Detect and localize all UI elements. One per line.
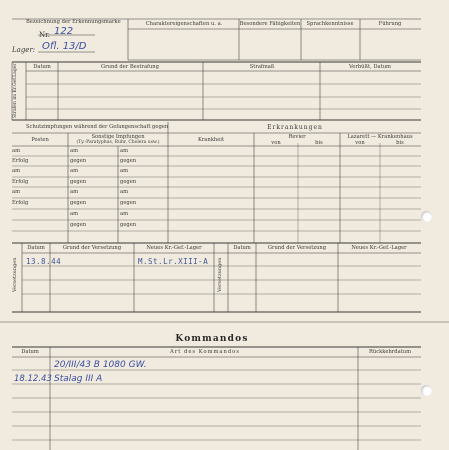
impf-row-5-c: gegen <box>120 200 137 206</box>
impf-row-3-a: Erfolg <box>12 179 29 185</box>
impf-row-2-a: am <box>12 168 21 174</box>
kommando-entry-1-datum: 18.12.43 <box>14 374 52 384</box>
impf-row-4-a: am <box>12 189 21 195</box>
kommandos-col-art: Art des Kommandos <box>170 349 240 355</box>
vers-col-lager-right: Neues Kr.-Gef.-Lager <box>351 245 407 251</box>
strafen-col-datum: Datum <box>33 64 51 70</box>
impf-row-6-b: am <box>70 211 79 217</box>
impf-row-4-b: am <box>70 189 79 195</box>
lager-label: Lager: <box>12 46 36 54</box>
impf-row-7-c: gegen <box>120 222 137 228</box>
impf-row-5-b: gegen <box>70 200 87 206</box>
strafen-col-strafmass: Strafmaß <box>249 64 275 70</box>
nr-label: Nr. <box>39 31 50 39</box>
vers-col-lager-left: Neues Kr.-Gef.-Lager <box>146 245 202 251</box>
impf-row-3-c: gegen <box>120 179 137 185</box>
versetzung-lager-stamp: M.St.Lr.XIII-A <box>138 257 209 266</box>
kommando-entry-0-text: 20/III/43 B 1080 GW. <box>54 360 147 370</box>
punch-hole-lower <box>421 385 432 396</box>
impf-row-5-a: Erfolg <box>12 200 29 206</box>
lazarett-bis: bis <box>396 140 404 146</box>
fuehrung-label: Führung <box>378 21 402 27</box>
vers-col-grund-right: Grund der Versetzung <box>267 245 327 251</box>
col-krankheit: Krankheit <box>197 137 225 143</box>
kommando-entry-1-text: Stalag III A <box>54 374 103 384</box>
impf-row-2-b: am <box>70 168 79 174</box>
impf-row-1-b: gegen <box>70 158 87 164</box>
vers-col-grund-left: Grund der Versetzung <box>62 245 122 251</box>
impf-row-0-b: am <box>70 148 79 154</box>
bezeichnung-label: Bezeichnung der Erkennungsmarke <box>26 19 121 25</box>
impfungen-col-posten: Posten <box>31 137 49 143</box>
versetzungen-side-label-left: Versetzungen <box>12 257 18 292</box>
revier-bis: bis <box>315 140 323 146</box>
impfungen-title: Schutzimpfungen während der Gefangenschaft gegen <box>26 124 169 130</box>
lager-value: Ofl. 13/D <box>42 41 87 52</box>
kommandos-col-datum: Datum <box>21 349 39 355</box>
strafen-col-grund: Grund der Bestrafung <box>101 64 159 70</box>
vers-col-datum-left: Datum <box>27 245 45 251</box>
punch-hole-upper <box>421 211 432 222</box>
impf-row-6-c: am <box>120 211 129 217</box>
impf-row-2-c: am <box>120 168 129 174</box>
kommandos-title: Kommandos <box>175 334 249 344</box>
impfungen-col-sonstige-sub: (Ty.-Paratyphus, Ruhr, Cholera usw.) <box>76 140 160 145</box>
impf-row-4-c: am <box>120 189 129 195</box>
impfungen-col-sonstige: Sonstige Impfungen <box>91 134 145 140</box>
impf-row-7-b: gegen <box>70 222 87 228</box>
revier-von: von <box>271 140 281 146</box>
charakter-label: Charaktereigenschaften u. a. <box>145 21 223 27</box>
kommandos-col-rueckkehr: Rückkehrdatum <box>368 349 412 355</box>
col-lazarett: Lazarett — Krankenhaus <box>347 134 413 140</box>
impf-row-3-b: gegen <box>70 179 87 185</box>
faehigkeiten-label: Besondere Fähigkeiten <box>239 21 301 27</box>
impf-row-0-a: am <box>12 148 21 154</box>
erkrankungen-title: Erkrankungen <box>267 124 323 131</box>
impf-row-1-a: Erfolg <box>12 158 29 164</box>
vers-col-datum-right: Datum <box>233 245 251 251</box>
strafen-col-verbuesst: Verbüßt, Datum <box>349 64 391 70</box>
col-revier: Revier <box>288 134 306 140</box>
lazarett-von: von <box>355 140 365 146</box>
versetzungen-side-label-right: Versetzungen <box>217 257 223 292</box>
versetzung-datum-stamp: 13.8.44 <box>26 257 62 266</box>
sprachkenntnisse-label: Sprachkenntnisse <box>306 21 354 27</box>
strafen-side-label: Strafen im Kr.Gef.Lager <box>13 63 18 118</box>
nr-value: 122 <box>54 26 74 37</box>
impf-row-0-c: am <box>120 148 129 154</box>
impf-row-1-c: gegen <box>120 158 137 164</box>
